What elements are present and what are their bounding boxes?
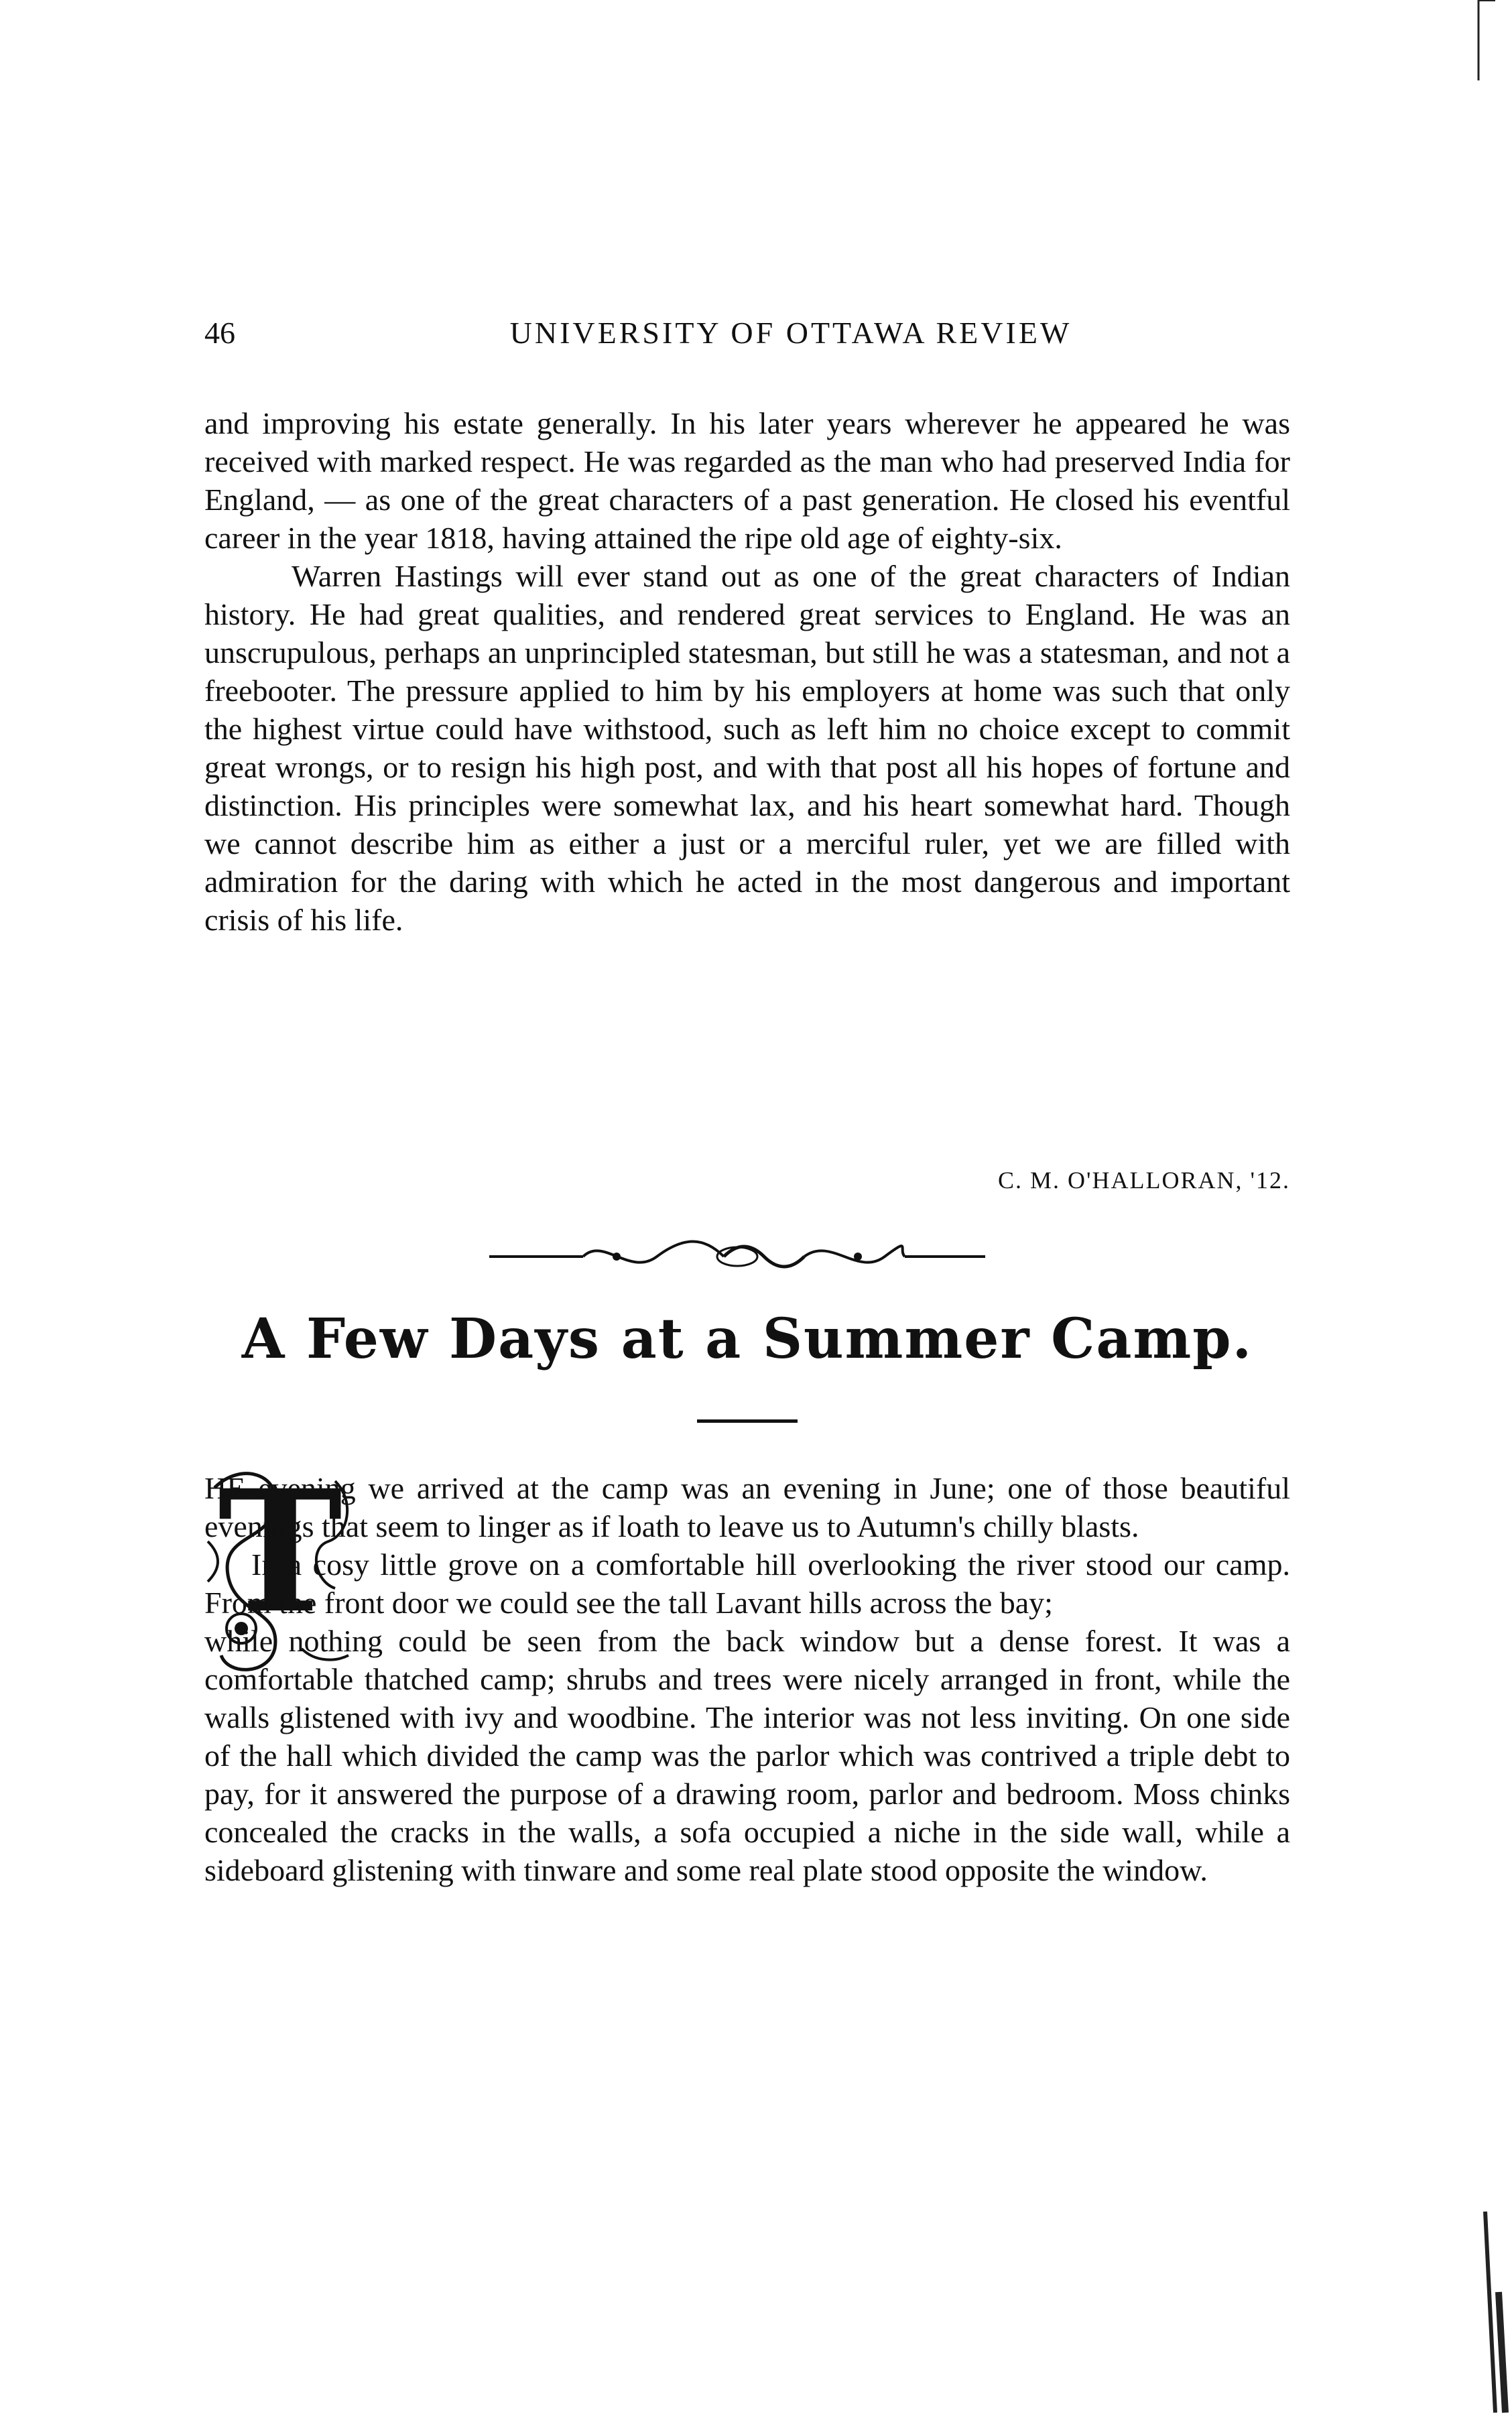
page-edge-scan-marks xyxy=(1458,0,1512,2420)
camp-article-body xyxy=(204,1453,1290,1889)
camp-paragraph-2-continued: while nothing could be seen from the back window but a dense forest. It was a comfortable thatched camp; shrubs and trees were nicely arranged in front, while the walls glistened with ivy and woodbine. The interior was not less inviting. On one side of the hall which divided the camp was the parlor which was contrived a triple debt to pay, for it answered the purpose of a drawing room, parlor and bedroom. Moss chinks concealed the cracks in the walls, a sofa occupied a niche in the side wall, while a sideboard glistening with tinware and some real plate stood opposite the window. xyxy=(204,1624,1290,1887)
article-title: A Few Days at a Summer Camp. xyxy=(241,1307,1253,1371)
drop-cap-letter: T xyxy=(217,1453,343,1650)
hastings-section xyxy=(204,404,1290,939)
section-divider-ornament xyxy=(483,1230,992,1283)
hastings-paragraph-2: Warren Hastings will ever stand out as one of the great characters of Indian history. He had great qualities, and rendered great services to England. He was an unscrupulous, perhaps an unprincipled statesman, but still he was a statesman, and not a freebooter. The pressure applied to him by his employers at home was such that only the highest virtue could have withstood, such as left him no choice except to commit great wrongs, or to resign his high post, and with that post all his hopes of fortune and distinction. His principles were somewhat lax, and his heart somewhat hard. Though we cannot describe him as either a just or a merciful ruler, yet we are filled with admiration for the daring with which he acted in the most dangerous and important crisis of his life. xyxy=(204,559,1290,937)
hastings-paragraph-1: and improving his estate generally. In his later years wherever he appeared he was received with marked respect. He was regarded as the man who had preserved India for England, — as one of the great characters of a past generation. He closed his eventful career in the year 1818, having attained the ripe old age of eighty-six. xyxy=(204,406,1290,555)
page-number: 46 xyxy=(204,316,235,350)
page-header xyxy=(204,315,1290,362)
camp-paragraph-1: HE evening we arrived at the camp was an evening in June; one of those beautiful evenings that seem to linger as if loath to leave us to Autumn's chilly blasts. xyxy=(204,1471,1290,1543)
running-head: UNIVERSITY OF OTTAWA REVIEW xyxy=(509,316,1072,350)
camp-paragraph-2-wrapped: In a cosy little grove on a comfortable hill overlooking the river stood our camp. From the front door we could see the tall Lavant hills across the bay; xyxy=(204,1547,1290,1620)
author-signature: C. M. O'HALLORAN, '12. xyxy=(998,1167,1290,1194)
title-rule xyxy=(697,1419,798,1423)
